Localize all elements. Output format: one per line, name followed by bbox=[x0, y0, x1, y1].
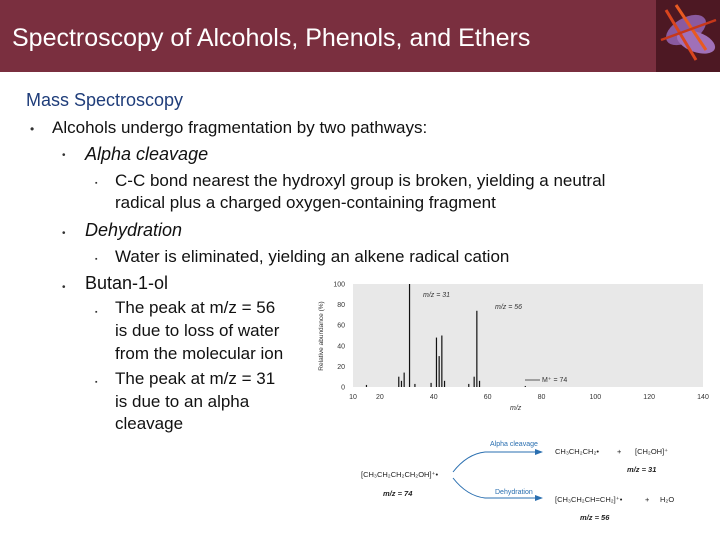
x-tick-label: 60 bbox=[483, 394, 492, 401]
x-tick-label: 120 bbox=[643, 394, 655, 401]
bullet-dot-icon: • bbox=[30, 122, 35, 136]
dehydration-product-water: H₂O bbox=[660, 495, 675, 504]
alpha-arrowhead-icon bbox=[535, 449, 543, 455]
peak31-line1: The peak at m/z = 31 bbox=[115, 369, 276, 388]
alpha-product-radical: CH₃CH₂CH₂• bbox=[555, 447, 600, 456]
peak31-line3: cleavage bbox=[115, 414, 184, 433]
reactant-mz: m/z = 74 bbox=[383, 489, 413, 498]
bullet-alpha-cleavage: Alpha cleavage bbox=[85, 144, 209, 164]
x-tick-label: 20 bbox=[376, 394, 384, 401]
reactant-formula: [CH₃CH₂CH₂CH₂OH]⁺• bbox=[361, 470, 439, 479]
x-tick-label: 140 bbox=[697, 394, 709, 401]
y-tick-label: 20 bbox=[337, 363, 345, 371]
dehydration-arrowhead-icon bbox=[535, 495, 543, 501]
alpha-mz: m/z = 31 bbox=[627, 465, 657, 474]
molecular-ion-label: M⁺ = 74 bbox=[542, 377, 568, 384]
bullet-dot-icon: • bbox=[62, 282, 66, 293]
alpha-detail-line1: C-C bond nearest the hydroxyl group is broken, yielding a neutral bbox=[115, 171, 606, 190]
alpha-arrow bbox=[453, 452, 535, 472]
saffron-flower-icon bbox=[656, 0, 720, 72]
bullet-square-icon: ▪ bbox=[95, 379, 98, 386]
mass-spectrum-chart bbox=[315, 272, 715, 412]
bullet-square-icon: ▪ bbox=[95, 309, 98, 316]
fragmentation-scheme bbox=[355, 432, 715, 532]
peak-label-31: m/z = 31 bbox=[423, 292, 451, 299]
alpha-product-cation: [CH₂OH]⁺ bbox=[635, 447, 669, 456]
peak56-line3: from the molecular ion bbox=[115, 344, 284, 363]
slide-title: Spectroscopy of Alcohols, Phenols, and Ethers bbox=[12, 24, 531, 52]
peak-label-56: m/z = 56 bbox=[495, 304, 523, 311]
y-tick-label: 100 bbox=[333, 281, 345, 289]
title-bar bbox=[0, 0, 720, 72]
bullet-dot-icon: • bbox=[62, 150, 66, 161]
dehydration-detail: Water is eliminated, yielding an alkene radical cation bbox=[115, 247, 510, 266]
bullet-dehydration: Dehydration bbox=[85, 220, 183, 240]
y-tick-label: 40 bbox=[337, 343, 345, 351]
dehydration-label: Dehydration bbox=[495, 489, 533, 496]
x-tick-label: 40 bbox=[429, 394, 438, 401]
y-axis-title: Relative abundance (%) bbox=[318, 301, 325, 371]
x-tick-label: 80 bbox=[537, 394, 546, 401]
dehydration-product-alkene: [CH₃CH₂CH=CH₂]⁺• bbox=[555, 495, 623, 504]
y-tick-label: 0 bbox=[341, 384, 345, 392]
peak31-line2: is due to an alpha bbox=[115, 392, 250, 411]
bullet-fragmentation: Alcohols undergo fragmentation by two pathways: bbox=[52, 118, 428, 137]
x-tick-label: 100 bbox=[589, 394, 602, 401]
peak56-line2: is due to loss of water bbox=[115, 321, 280, 340]
x-tick-label: 10 bbox=[349, 394, 357, 401]
bullet-dot-icon: • bbox=[62, 228, 66, 239]
peak56-line1: The peak at m/z = 56 bbox=[115, 298, 276, 317]
y-tick-label: 80 bbox=[337, 302, 345, 310]
alpha-plus: + bbox=[617, 447, 622, 456]
dehydration-plus: + bbox=[645, 495, 650, 504]
x-axis-title: m/z bbox=[510, 405, 522, 412]
bullet-butanol: Butan-1-ol bbox=[85, 273, 169, 293]
dehydration-mz: m/z = 56 bbox=[580, 513, 610, 522]
y-tick-label: 60 bbox=[337, 322, 345, 330]
plot-area bbox=[353, 284, 703, 387]
alpha-detail-line2: radical plus a charged oxygen-containing fragment bbox=[115, 193, 496, 212]
alpha-cleavage-label: Alpha cleavage bbox=[490, 441, 538, 448]
section-title: Mass Spectroscopy bbox=[26, 90, 184, 110]
bullet-square-icon: ▪ bbox=[95, 180, 98, 187]
bullet-square-icon: ▪ bbox=[95, 256, 98, 263]
